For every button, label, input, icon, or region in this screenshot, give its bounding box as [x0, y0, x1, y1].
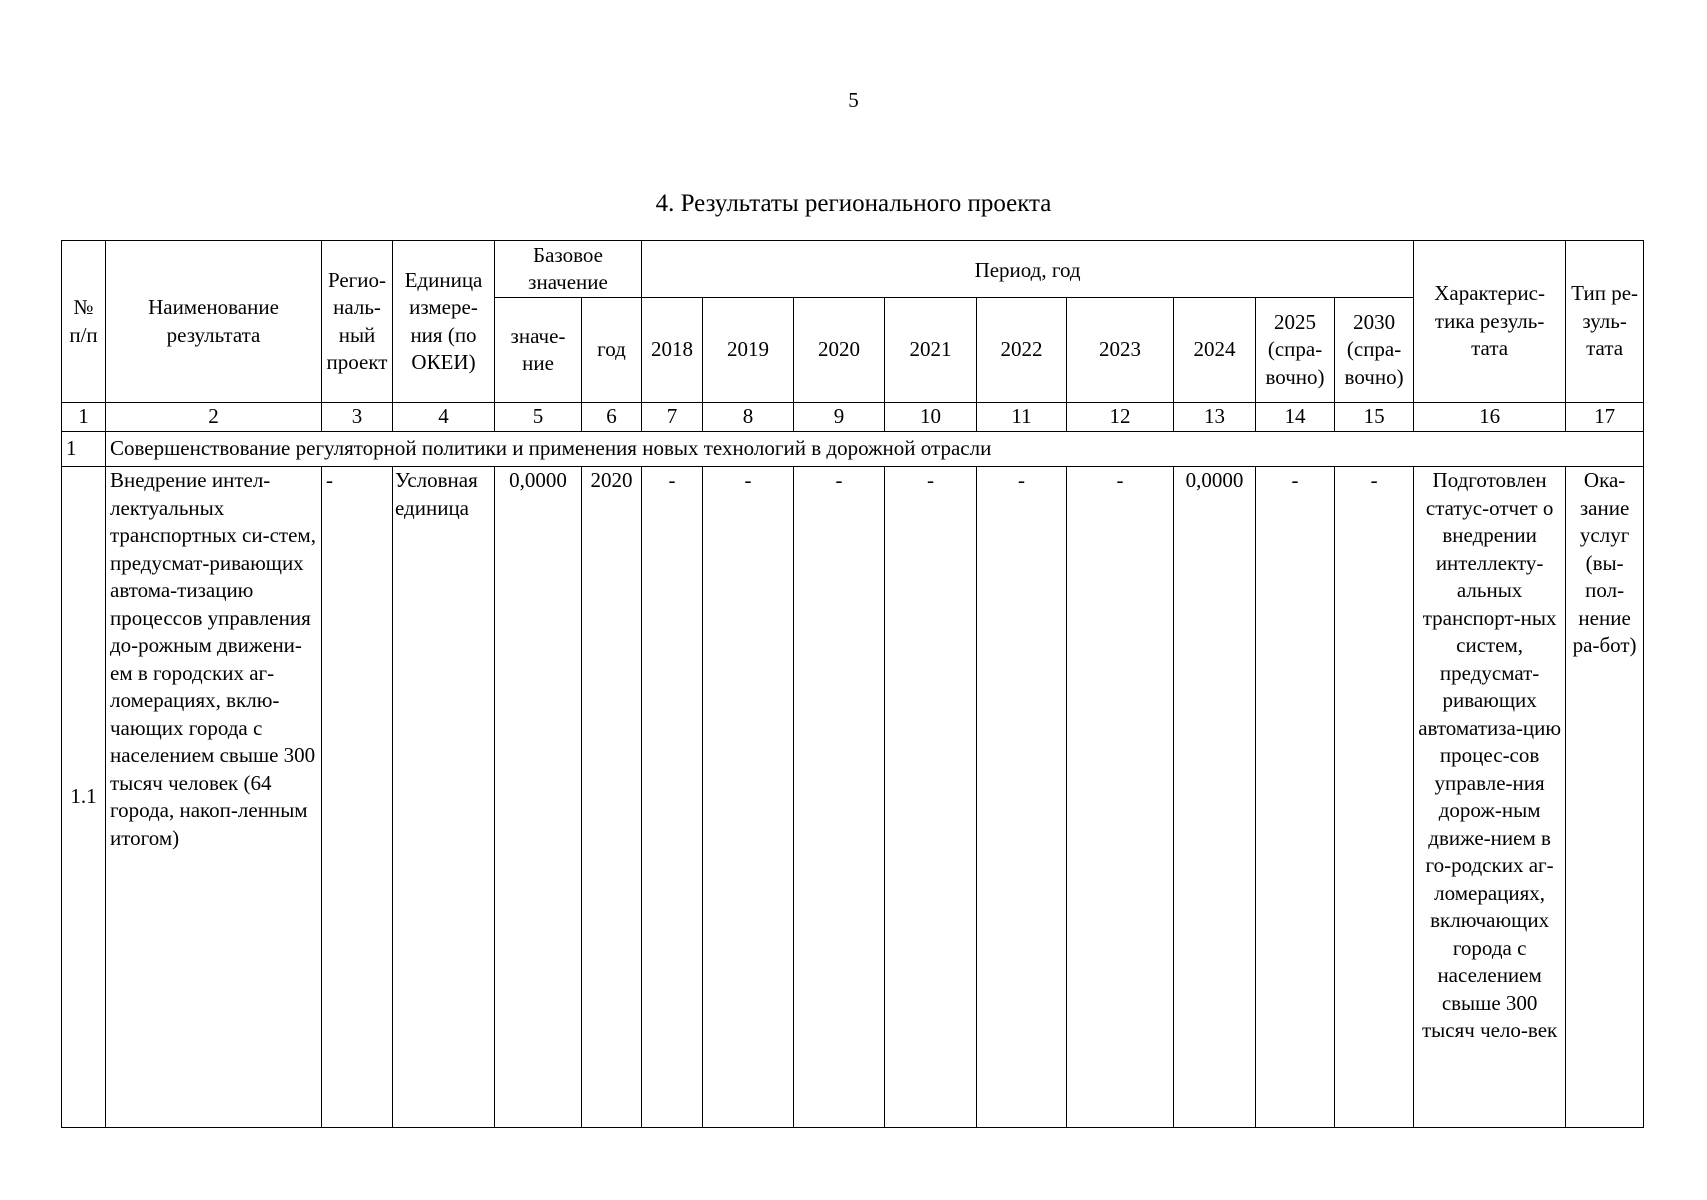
table-row [62, 467, 1644, 1128]
row-value-2021: - [885, 467, 977, 1128]
header-year-2022: 2022 [977, 298, 1067, 403]
row-value-2030: - [1335, 467, 1414, 1128]
column-number: 14 [1256, 403, 1335, 432]
column-number: 10 [885, 403, 977, 432]
header-year-2020: 2020 [794, 298, 885, 403]
column-number: 3 [322, 403, 393, 432]
page-number: 5 [848, 88, 859, 112]
column-number: 12 [1067, 403, 1174, 432]
results-table [61, 240, 1644, 1128]
column-number: 1 [62, 403, 106, 432]
header-year-2018: 2018 [642, 298, 703, 403]
column-number: 7 [642, 403, 703, 432]
column-number: 17 [1566, 403, 1644, 432]
header-base-value-value: значе-ние [495, 298, 582, 403]
row-unit: Условная единица [393, 467, 495, 1128]
header-year-2023: 2023 [1067, 298, 1174, 403]
header-unit: Единица измере-ния (по ОКЕИ) [393, 241, 495, 403]
section-title: 4. Результаты регионального проекта [655, 190, 1052, 217]
header-regional-project: Регио-наль-ный проект [322, 241, 393, 403]
column-number: 9 [794, 403, 885, 432]
section-row [62, 432, 1644, 467]
header-characteristic: Характерис-тика резуль-тата [1414, 241, 1566, 403]
row-value-2019: - [703, 467, 794, 1128]
header-year-2021: 2021 [885, 298, 977, 403]
header-period: Период, год [642, 241, 1414, 298]
row-value-2018: - [642, 467, 703, 1128]
row-regional-project: - [322, 467, 393, 1128]
header-num: № п/п [62, 241, 106, 403]
row-characteristic: Подготовлен статус-отчет о внедрении интеллекту-альных транспорт-ных систем, предусмат-ривающих автоматиза-цию процес-сов управле-ния дорож-ным движе-нием в го-родских аг-ломерациях, включающих города с населением свыше 300 тысяч чело-век [1414, 467, 1566, 1128]
section-num: 1 [62, 432, 106, 467]
row-base-year: 2020 [582, 467, 642, 1128]
column-number: 15 [1335, 403, 1414, 432]
row-num: 1.1 [62, 467, 106, 1128]
column-number: 8 [703, 403, 794, 432]
row-value-2024: 0,0000 [1174, 467, 1256, 1128]
column-number: 4 [393, 403, 495, 432]
header-base-value-year: год [582, 298, 642, 403]
column-number-row [62, 403, 1644, 432]
header-base-value: Базовое значение [495, 241, 642, 298]
column-number: 16 [1414, 403, 1566, 432]
header-year-2019: 2019 [703, 298, 794, 403]
row-base-value: 0,0000 [495, 467, 582, 1128]
column-number: 6 [582, 403, 642, 432]
row-value-2020: - [794, 467, 885, 1128]
row-value-2023: - [1067, 467, 1174, 1128]
header-year-2024: 2024 [1174, 298, 1256, 403]
row-value-2022: - [977, 467, 1067, 1128]
column-number: 5 [495, 403, 582, 432]
header-year-2030: 2030 (спра-вочно) [1335, 298, 1414, 403]
row-name: Внедрение интел-лектуальных транспортных си-стем, предусмат-ривающих автома-тизацию процессов управления до-рожным движени-ем в городских аг-ломерациях, вклю-чающих города с населением свыше 300 тысяч человек (64 города, накоп-ленным итогом) [106, 467, 322, 1128]
header-year-2025: 2025 (спра-вочно) [1256, 298, 1335, 403]
column-number: 11 [977, 403, 1067, 432]
row-value-2025: - [1256, 467, 1335, 1128]
column-number: 13 [1174, 403, 1256, 432]
column-number: 2 [106, 403, 322, 432]
header-type: Тип ре-зуль-тата [1566, 241, 1644, 403]
header-name: Наименование результата [106, 241, 322, 403]
row-type: Ока-зание услуг (вы-пол-нение ра-бот) [1566, 467, 1644, 1128]
section-heading: Совершенствование регуляторной политики и применения новых технологий в дорожной отрасли [106, 432, 1644, 467]
